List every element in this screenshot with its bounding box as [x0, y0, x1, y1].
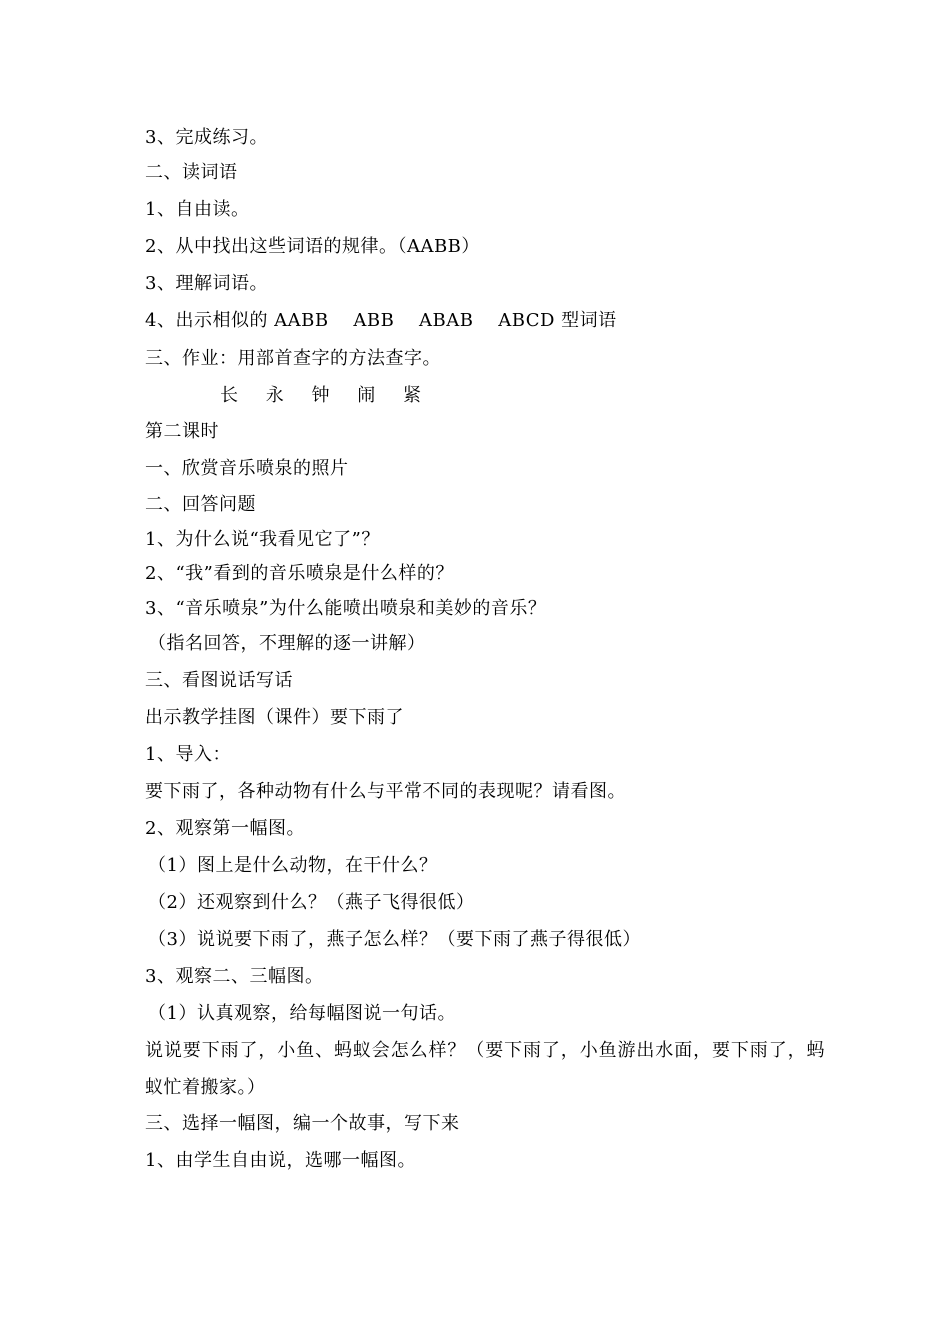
text-line: （3）说说要下雨了，燕子怎么样？（要下雨了燕子得很低） — [148, 929, 641, 950]
section-heading: 二、读词语 — [145, 162, 238, 183]
text-line: 1、由学生自由说，选哪一幅图。 — [145, 1150, 416, 1171]
character-item: 永 — [265, 385, 284, 406]
text-line: 1、自由读。 — [145, 199, 250, 220]
text-line: 1、导入： — [145, 744, 231, 765]
section-heading: 三、看图说话写话 — [145, 670, 293, 691]
character-item: 钟 — [311, 385, 330, 406]
text-line: 3、观察二、三幅图。 — [145, 966, 324, 987]
section-heading: 三、选择一幅图，编一个故事，写下来 — [145, 1113, 460, 1134]
text-line: （指名回答，不理解的逐一讲解） — [148, 633, 426, 654]
text-paragraph: 说说要下雨了，小鱼、蚂蚁会怎么样？（要下雨了，小鱼游出水面，要下雨了，蚂蚁忙着搬家。） — [145, 1040, 825, 1098]
text-line: 要下雨了，各种动物有什么与平常不同的表现呢？请看图。 — [145, 781, 626, 802]
text-line: （1）图上是什么动物，在干什么？ — [148, 855, 438, 876]
text-line: （2）还观察到什么？（燕子飞得很低） — [148, 892, 475, 913]
character-list — [220, 384, 900, 408]
section-heading: 一、欣赏音乐喷泉的照片 — [145, 458, 349, 479]
text-line: 2、观察第一幅图。 — [145, 818, 305, 839]
section-heading: 二、回答问题 — [145, 494, 256, 515]
character-item: 紧 — [402, 385, 421, 406]
character-item: 闹 — [357, 385, 376, 406]
section-heading: 三、作业：用部首查字的方法查字。 — [145, 348, 441, 369]
text-line: 2、“我”看到的音乐喷泉是什么样的？ — [145, 563, 454, 584]
character-item: 长 — [220, 385, 238, 406]
text-line: 2、从中找出这些词语的规律。（AABB） — [145, 236, 480, 257]
text-line: 3、“音乐喷泉”为什么能喷出喷泉和美妙的音乐？ — [145, 598, 547, 619]
text-line: 3、完成练习。 — [145, 127, 268, 148]
text-line: 3、理解词语。 — [145, 273, 268, 294]
text-line: 1、为什么说“我看见它了”？ — [145, 529, 380, 550]
lesson-title: 第二课时 — [145, 421, 219, 442]
text-line: （1）认真观察，给每幅图说一句话。 — [148, 1003, 456, 1024]
text-line: 出示教学挂图（课件）要下雨了 — [145, 707, 404, 728]
text-line: 4、出示相似的 AABB ABB ABAB ABCD 型词语 — [145, 310, 617, 331]
